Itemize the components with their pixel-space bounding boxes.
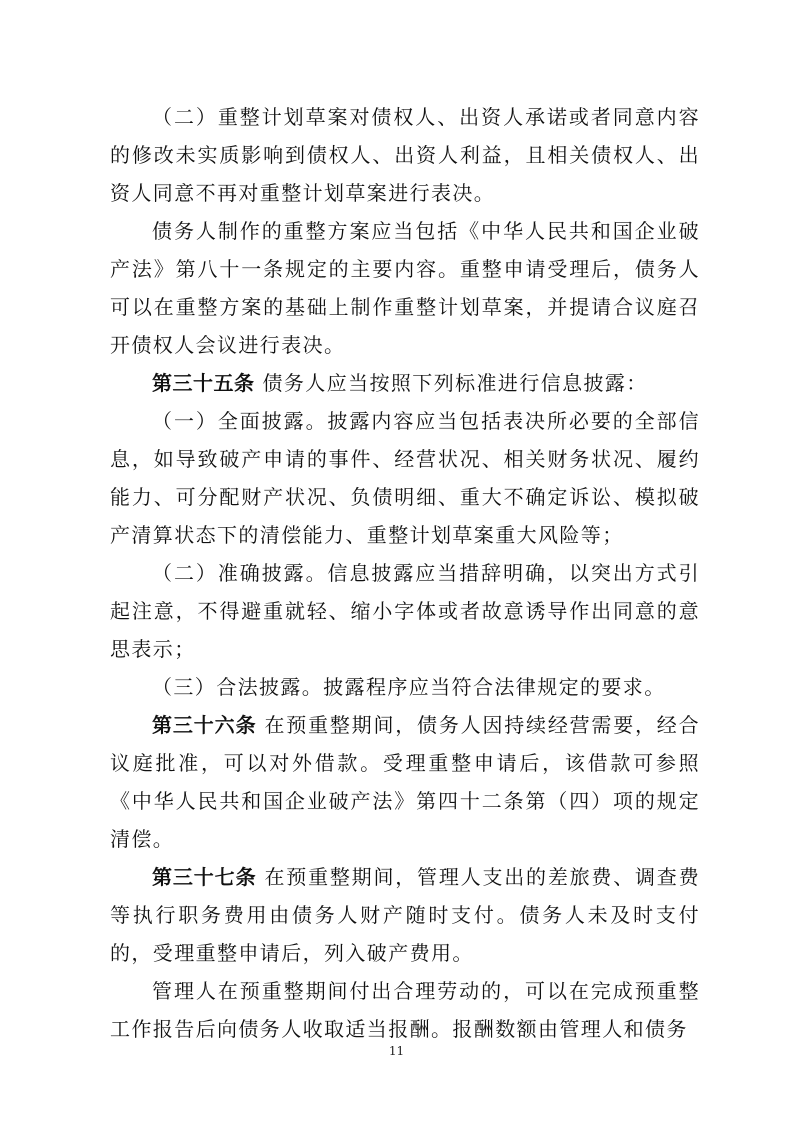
paragraph-text: 管理人在预重整期间付出合理劳动的，可以在完成预重整工作报告后向债务人收取适当报酬。报酬数额由管理人和债务: [110, 979, 700, 1041]
article-text: 债务人应当按照下列标准进行信息披露：: [262, 371, 648, 395]
paragraph-text: （二）重整计划草案对债权人、出资人承诺或者同意内容的修改未实质影响到债权人、出资人利益，且相关债权人、出资人同意不再对重整计划草案进行表决。: [110, 105, 700, 205]
article-text: 在预重整期间，债务人因持续经营需要，经合议庭批准，可以对外借款。受理重整申请后，该借款可参照《中华人民共和国企业破产法》第四十二条第（四）项的规定清偿。: [110, 713, 701, 851]
paragraph-item-2: [110, 554, 700, 668]
document-body: [110, 98, 700, 1048]
article-text: 在预重整期间，管理人支出的差旅费、调查费等执行职务费用由债务人财产随时支付。债务人未及时支付的，受理重整申请后，列入破产费用。: [110, 865, 701, 965]
paragraph-item-1: [110, 402, 700, 554]
article-36: [110, 706, 700, 858]
article-number: 第三十七条: [152, 865, 257, 889]
paragraph-last: [110, 972, 700, 1048]
paragraph-text: 债务人制作的重整方案应当包括《中华人民共和国企业破产法》第八十一条规定的主要内容。重整申请受理后，债务人可以在重整方案的基础上制作重整计划草案，并提请合议庭召开债权人会议进行表决。: [110, 219, 700, 357]
paragraph-text: （一）全面披露。披露内容应当包括表决所必要的全部信息，如导致破产申请的事件、经营状况、相关财务状况、履约能力、可分配财产状况、负债明细、重大不确定诉讼、模拟破产清算状态下的清偿能力、重整计划草案重大风险等；: [110, 409, 700, 547]
article-number: 第三十六条: [152, 713, 257, 737]
article-37: [110, 858, 700, 972]
page-number: 11: [388, 1044, 405, 1058]
paragraph-text: （二）准确披露。信息披露应当措辞明确，以突出方式引起注意，不得避重就轻、缩小字体或者故意诱导作出同意的意思表示；: [110, 561, 700, 661]
article-number: 第三十五条: [152, 371, 255, 395]
article-35: [110, 364, 700, 402]
paragraph-2: [110, 212, 700, 364]
paragraph-text: （三）合法披露。披露程序应当符合法律规定的要求。: [152, 675, 666, 699]
paragraph-1: [110, 98, 700, 212]
paragraph-item-3: [110, 668, 700, 706]
